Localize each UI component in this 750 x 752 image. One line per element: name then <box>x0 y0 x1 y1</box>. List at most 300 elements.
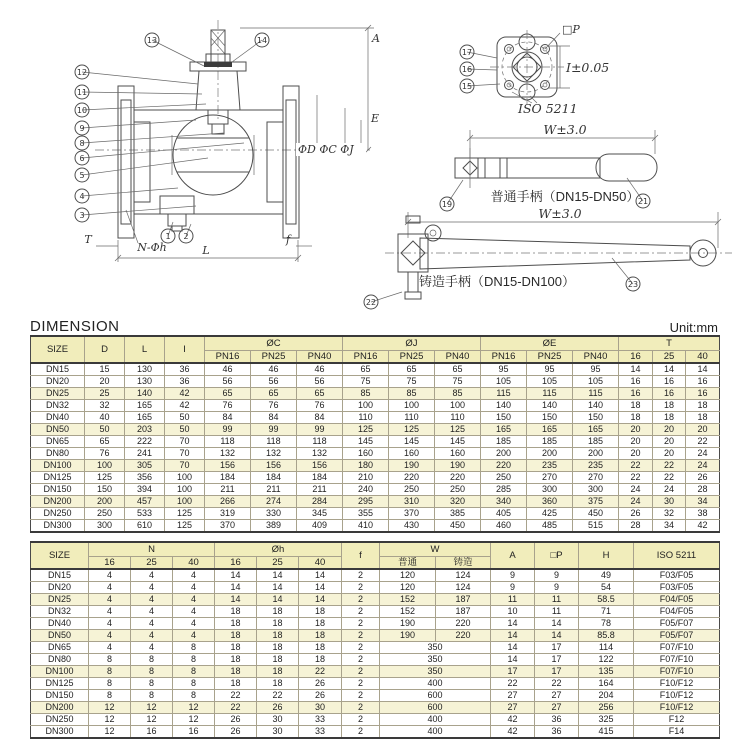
cell: 42 <box>491 726 535 739</box>
cell: 42 <box>686 520 720 533</box>
table-row <box>31 654 720 666</box>
cell: 4 <box>89 594 131 606</box>
table-row <box>31 606 720 618</box>
iso5211-flange-drawing <box>490 23 609 116</box>
cell: 165 <box>125 400 165 412</box>
cell: 20 <box>653 436 686 448</box>
cell: 211 <box>297 484 343 496</box>
sub-header: 40 <box>686 350 720 363</box>
cell: 30 <box>299 702 342 714</box>
row-size: DN200 <box>31 702 89 714</box>
cell: 14 <box>215 594 257 606</box>
cell: 50 <box>165 412 205 424</box>
cell: 370 <box>389 508 435 520</box>
cell: 18 <box>257 666 299 678</box>
cell: 32 <box>653 508 686 520</box>
sub-header: 25 <box>131 556 173 569</box>
cell: 425 <box>527 508 573 520</box>
cell: 132 <box>297 448 343 460</box>
row-size: DN250 <box>31 714 89 726</box>
cell: 12 <box>131 702 173 714</box>
cell: 22 <box>257 690 299 702</box>
col-header-f: f <box>342 542 380 569</box>
cell: 20 <box>653 424 686 436</box>
cell: 4 <box>89 630 131 642</box>
row-size: DN300 <box>31 520 85 533</box>
cell: 22 <box>619 472 653 484</box>
balloon-number: 6 <box>79 153 85 163</box>
cell: 120 <box>380 569 436 582</box>
balloon-number: 16 <box>461 64 473 74</box>
cell: 14 <box>491 630 535 642</box>
cell: F14 <box>634 726 720 739</box>
row-size: DN50 <box>31 424 85 436</box>
cell: 2 <box>342 582 380 594</box>
balloon-number: 3 <box>79 210 85 220</box>
balloon-callout <box>75 158 208 182</box>
cell: 84 <box>205 412 251 424</box>
cell: 20 <box>619 448 653 460</box>
cell: 485 <box>527 520 573 533</box>
cell: 54 <box>579 582 634 594</box>
cell: 165 <box>573 424 619 436</box>
table-row <box>31 436 720 448</box>
normal-handle-drawing <box>455 122 658 204</box>
cell: 430 <box>389 520 435 533</box>
cell: 118 <box>205 436 251 448</box>
cell: 115 <box>481 388 527 400</box>
cell: 110 <box>435 412 481 424</box>
cell: 2 <box>342 726 380 739</box>
sub-header: 16 <box>619 350 653 363</box>
cell: 16 <box>619 388 653 400</box>
cell: 184 <box>205 472 251 484</box>
row-size: DN25 <box>31 594 89 606</box>
cell: 75 <box>389 376 435 388</box>
cell: 115 <box>527 388 573 400</box>
col-header-size: SIZE <box>31 336 85 363</box>
cell: F05/F07 <box>634 618 720 630</box>
cell: 56 <box>205 376 251 388</box>
table-row <box>31 520 720 533</box>
table-row <box>31 412 720 424</box>
cell: 15 <box>85 363 125 376</box>
table-row <box>31 484 720 496</box>
cell: F10/F12 <box>634 690 720 702</box>
cell: 14 <box>686 363 720 376</box>
cell: 4 <box>131 582 173 594</box>
cell: 220 <box>481 460 527 472</box>
cell: 130 <box>125 376 165 388</box>
cell: 14 <box>491 654 535 666</box>
cell: 450 <box>435 520 481 533</box>
cell: 27 <box>535 690 579 702</box>
cell: 20 <box>653 448 686 460</box>
unit-label: Unit:mm <box>669 320 718 335</box>
cell: 270 <box>527 472 573 484</box>
table-row <box>31 714 720 726</box>
cell: 78 <box>579 618 634 630</box>
cell: 18 <box>257 678 299 690</box>
cell: F04/F05 <box>634 594 720 606</box>
cell: 360 <box>527 496 573 508</box>
cell: 100 <box>435 400 481 412</box>
cell: 2 <box>342 594 380 606</box>
cell: 16 <box>653 376 686 388</box>
col-group-oe: ØE <box>481 336 619 350</box>
cell: 65 <box>435 363 481 376</box>
cell: 184 <box>251 472 297 484</box>
cell: 135 <box>579 666 634 678</box>
cell: 20 <box>619 424 653 436</box>
cell: 18 <box>686 400 720 412</box>
cell: 70 <box>165 448 205 460</box>
cell: 460 <box>481 520 527 533</box>
cell: 115 <box>573 388 619 400</box>
cell: 22 <box>215 702 257 714</box>
cell: 405 <box>481 508 527 520</box>
cell: 220 <box>435 472 481 484</box>
cell: 30 <box>257 726 299 739</box>
cell: 20 <box>85 376 125 388</box>
cell: 27 <box>491 702 535 714</box>
cell: F07/F10 <box>634 666 720 678</box>
col-group-oj: ØJ <box>343 336 481 350</box>
cell: 14 <box>257 594 299 606</box>
cell: 150 <box>573 412 619 424</box>
table-row <box>31 618 720 630</box>
cell: 130 <box>125 363 165 376</box>
cell: 8 <box>89 666 131 678</box>
sub-header: 40 <box>299 556 342 569</box>
cell: 4 <box>89 618 131 630</box>
cell: 140 <box>527 400 573 412</box>
balloon-callout <box>460 62 497 76</box>
cell: 320 <box>435 496 481 508</box>
cell: 350 <box>380 666 491 678</box>
cell: 99 <box>205 424 251 436</box>
cell: 370 <box>205 520 251 533</box>
col-header-l: L <box>125 336 165 363</box>
table-row <box>31 424 720 436</box>
cell: 46 <box>297 363 343 376</box>
cell: 18 <box>215 678 257 690</box>
cell: 515 <box>573 520 619 533</box>
cell: 99 <box>297 424 343 436</box>
cell: 26 <box>619 508 653 520</box>
cell: 30 <box>257 714 299 726</box>
row-size: DN40 <box>31 412 85 424</box>
balloon-number: 9 <box>79 123 85 133</box>
cell: 165 <box>481 424 527 436</box>
sub-header: 铸造 <box>436 556 491 569</box>
cell: 22 <box>299 666 342 678</box>
cell: 125 <box>165 508 205 520</box>
cell: 9 <box>535 582 579 594</box>
cell: 58.5 <box>579 594 634 606</box>
cell: 105 <box>573 376 619 388</box>
cell: 100 <box>165 496 205 508</box>
balloon-number: 5 <box>79 170 85 180</box>
cell: 124 <box>436 582 491 594</box>
balloon-number: 15 <box>461 81 473 91</box>
cell: 400 <box>380 678 491 690</box>
cell: 375 <box>573 496 619 508</box>
cell: 14 <box>619 363 653 376</box>
cell: 235 <box>527 460 573 472</box>
cell: F03/F05 <box>634 569 720 582</box>
cell: 125 <box>85 472 125 484</box>
cell: 310 <box>389 496 435 508</box>
col-group-oh: Øh <box>215 542 342 556</box>
cell: 204 <box>579 690 634 702</box>
cell: 8 <box>173 642 215 654</box>
cell: 300 <box>85 520 125 533</box>
cell: 100 <box>165 472 205 484</box>
balloon-callout <box>179 224 193 243</box>
cell: 350 <box>380 654 491 666</box>
cell: 2 <box>342 690 380 702</box>
cell: 17 <box>491 666 535 678</box>
cell: 8 <box>173 666 215 678</box>
cell: 200 <box>85 496 125 508</box>
cell: 385 <box>435 508 481 520</box>
cell: 4 <box>173 569 215 582</box>
cell: 95 <box>481 363 527 376</box>
cell: 4 <box>173 582 215 594</box>
cell: 28 <box>619 520 653 533</box>
cell: 410 <box>343 520 389 533</box>
cell: 187 <box>436 606 491 618</box>
row-size: DN65 <box>31 436 85 448</box>
row-size: DN15 <box>31 363 85 376</box>
cell: 42 <box>491 714 535 726</box>
cell: 56 <box>297 376 343 388</box>
cell: 18 <box>215 666 257 678</box>
cell: F04/F05 <box>634 606 720 618</box>
col-header-d: D <box>85 336 125 363</box>
dim-label-E: E <box>371 112 380 125</box>
balloon-callout <box>75 65 198 84</box>
cell: 100 <box>343 400 389 412</box>
sub-header: PN40 <box>297 350 343 363</box>
cell: 75 <box>435 376 481 388</box>
cell: 100 <box>165 484 205 496</box>
cell: 32 <box>85 400 125 412</box>
cell: 22 <box>491 678 535 690</box>
row-size: DN20 <box>31 582 89 594</box>
cell: 16 <box>686 388 720 400</box>
cell: 2 <box>342 569 380 582</box>
dim-label-square-P: □P <box>562 23 580 36</box>
cell: 65 <box>205 388 251 400</box>
cell: 132 <box>205 448 251 460</box>
cell: 34 <box>653 520 686 533</box>
cell: 250 <box>481 472 527 484</box>
cell: 34 <box>686 496 720 508</box>
cell: 184 <box>297 472 343 484</box>
cell: 185 <box>481 436 527 448</box>
table-row <box>31 630 720 642</box>
cell: 285 <box>481 484 527 496</box>
cell: 187 <box>436 594 491 606</box>
row-size: DN50 <box>31 630 89 642</box>
balloon-number: 12 <box>76 67 88 77</box>
sub-header: PN16 <box>481 350 527 363</box>
cell: 2 <box>342 714 380 726</box>
cell: 8 <box>131 666 173 678</box>
cell: 110 <box>343 412 389 424</box>
table-row <box>31 508 720 520</box>
dimension-table-1 <box>30 335 720 533</box>
cell: 18 <box>686 412 720 424</box>
cell: 14 <box>299 582 342 594</box>
cell: 11 <box>535 606 579 618</box>
sub-header: PN16 <box>205 350 251 363</box>
table-row <box>31 582 720 594</box>
cell: 95 <box>527 363 573 376</box>
cell: 18 <box>299 642 342 654</box>
cell: 95 <box>573 363 619 376</box>
cell: F03/F05 <box>634 582 720 594</box>
cell: 140 <box>573 400 619 412</box>
cell: 4 <box>89 582 131 594</box>
cell: 9 <box>491 582 535 594</box>
cell: 65 <box>251 388 297 400</box>
cell: 185 <box>573 436 619 448</box>
cell: 235 <box>573 460 619 472</box>
cell: 9 <box>535 569 579 582</box>
balloon-callout <box>232 33 269 62</box>
cell: 18 <box>215 642 257 654</box>
cell: 4 <box>173 594 215 606</box>
table-row <box>31 400 720 412</box>
cell: 4 <box>89 569 131 582</box>
iso5211-label: ISO 5211 <box>518 101 578 116</box>
cell: 160 <box>343 448 389 460</box>
cell: 18 <box>653 412 686 424</box>
cell: 156 <box>297 460 343 472</box>
cell: 241 <box>125 448 165 460</box>
cell: 345 <box>297 508 343 520</box>
cell: 36 <box>535 714 579 726</box>
row-size: DN150 <box>31 690 89 702</box>
cell: 4 <box>131 594 173 606</box>
cell: 300 <box>573 484 619 496</box>
table-row <box>31 569 720 582</box>
cell: 220 <box>389 472 435 484</box>
cell: 85 <box>389 388 435 400</box>
cell: 18 <box>299 606 342 618</box>
cell: 46 <box>251 363 297 376</box>
cell: 14 <box>491 618 535 630</box>
cell: 14 <box>215 582 257 594</box>
row-size: DN80 <box>31 448 85 460</box>
balloon-callout <box>75 143 244 165</box>
cell: 20 <box>686 424 720 436</box>
cell: F10/F12 <box>634 702 720 714</box>
cell: 85.8 <box>579 630 634 642</box>
cell: 85 <box>435 388 481 400</box>
cell: 100 <box>85 460 125 472</box>
cell: 256 <box>579 702 634 714</box>
col-header-h: H <box>579 542 634 569</box>
cell: 240 <box>343 484 389 496</box>
cell: 70 <box>165 436 205 448</box>
cell: 610 <box>125 520 165 533</box>
cell: 11 <box>491 594 535 606</box>
cell: 18 <box>257 606 299 618</box>
balloon-callout <box>460 79 500 93</box>
balloon-callout <box>145 33 204 66</box>
cell: 24 <box>686 448 720 460</box>
cell: 36 <box>165 376 205 388</box>
cell: 270 <box>573 472 619 484</box>
cell: 140 <box>125 388 165 400</box>
cell: 340 <box>481 496 527 508</box>
cell: 99 <box>251 424 297 436</box>
cell: 145 <box>435 436 481 448</box>
balloon-number: 21 <box>637 196 649 206</box>
cell: 150 <box>85 484 125 496</box>
cell: 22 <box>653 472 686 484</box>
drawing-canvas <box>0 0 750 312</box>
cell: 140 <box>481 400 527 412</box>
cell: 4 <box>131 642 173 654</box>
row-size: DN125 <box>31 678 89 690</box>
cell: 2 <box>342 606 380 618</box>
cell: 18 <box>215 630 257 642</box>
cell: 30 <box>653 496 686 508</box>
cell: F12 <box>634 714 720 726</box>
cell: 26 <box>299 690 342 702</box>
balloon-number: 2 <box>183 231 189 241</box>
balloon-callout <box>364 292 402 309</box>
cell: 152 <box>380 594 436 606</box>
cast-handle-caption: 铸造手柄（DN15-DN100） <box>418 274 576 289</box>
table-row <box>31 726 720 739</box>
cell: 2 <box>342 630 380 642</box>
cell: 2 <box>342 666 380 678</box>
cell: 394 <box>125 484 165 496</box>
cell: 389 <box>251 520 297 533</box>
cell: 145 <box>343 436 389 448</box>
row-size: DN150 <box>31 484 85 496</box>
cell: 18 <box>215 618 257 630</box>
table-gap <box>0 533 750 541</box>
table-row <box>31 496 720 508</box>
cell: 350 <box>380 642 491 654</box>
col-header-size: SIZE <box>31 542 89 569</box>
cell: 8 <box>89 654 131 666</box>
cell: 156 <box>205 460 251 472</box>
cell: 12 <box>89 714 131 726</box>
cell: 305 <box>125 460 165 472</box>
cell: 125 <box>435 424 481 436</box>
cell: 22 <box>653 460 686 472</box>
cell: 190 <box>380 618 436 630</box>
cell: 4 <box>89 642 131 654</box>
table-row <box>31 376 720 388</box>
cell: 200 <box>573 448 619 460</box>
cell: 8 <box>131 654 173 666</box>
cell: 46 <box>205 363 251 376</box>
cell: 165 <box>125 412 165 424</box>
cell: 8 <box>173 654 215 666</box>
cell: 65 <box>343 363 389 376</box>
cell: 132 <box>251 448 297 460</box>
cell: 27 <box>535 702 579 714</box>
